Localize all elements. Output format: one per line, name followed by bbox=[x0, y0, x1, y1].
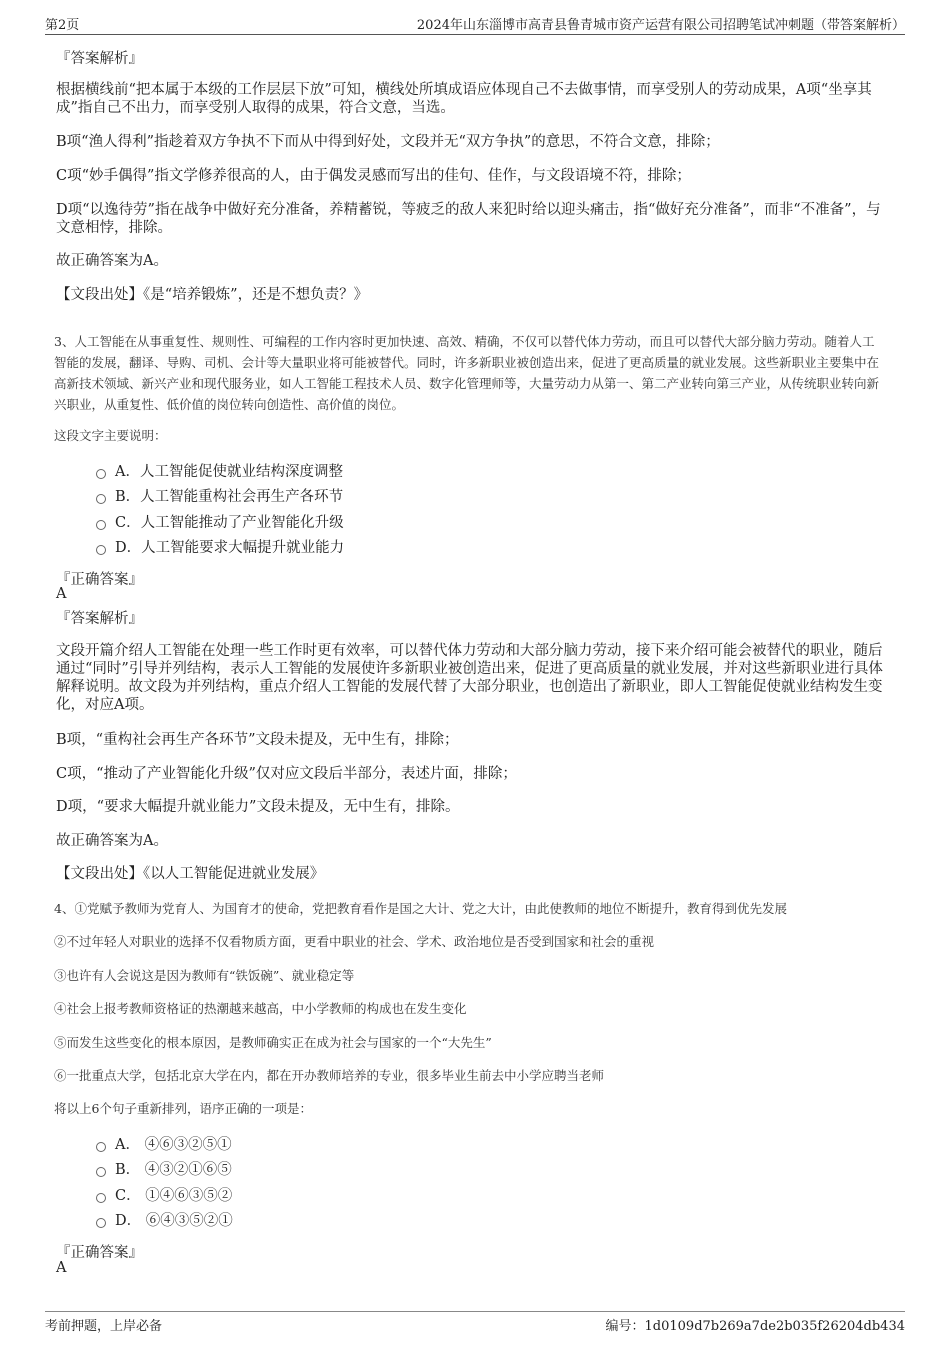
q3-analysis-p5: 故正确答案为A。 bbox=[56, 833, 168, 849]
q4-sentence-5: ⑤而发生这些变化的根本原因，是教师确实正在成为社会与国家的一个“大先生” bbox=[54, 1035, 492, 1050]
q4-option-b[interactable] bbox=[96, 1160, 232, 1180]
radio-icon[interactable] bbox=[96, 520, 106, 530]
option-label: A． ④⑥③②⑤① bbox=[115, 1137, 232, 1153]
q3-analysis-p4: D项，“要求大幅提升就业能力”文段未提及，无中生有，排除。 bbox=[56, 799, 460, 815]
q2-analysis-p5: 故正确答案为A。 bbox=[56, 253, 168, 269]
option-label: C． ①④⑥③⑤② bbox=[115, 1188, 233, 1204]
radio-icon[interactable] bbox=[96, 545, 106, 555]
q4-sentence-1: 4、①党赋予教师为党育人、为国育才的使命，党把教育看作是国之大计、党之大计，由此使教师的地位不断提升，教育得到优先发展 bbox=[54, 901, 787, 916]
option-label: A．人工智能促使就业结构深度调整 bbox=[115, 464, 343, 480]
q2-source: 【文段出处】《是“培养锻炼”，还是不想负责？》 bbox=[56, 287, 369, 303]
q3-analysis-p3: C项，“推动了产业智能化升级”仅对应文段后半部分，表述片面，排除； bbox=[56, 766, 517, 782]
option-label: D．人工智能要求大幅提升就业能力 bbox=[115, 540, 345, 556]
q3-analysis-p2: B项，“重构社会再生产各环节”文段未提及，无中生有，排除； bbox=[56, 732, 459, 748]
q3-analysis-p1: 文段开篇介绍人工智能在处理一些工作时更有效率，可以替代体力劳动和大部分脑力劳动，接下来介绍可能会被替代的职业，随后通过“同时”引导并列结构，表示人工智能的发展使许多新职业被创造出来，促进了更高质量的就业发展，并对这些新职业进行具体解释说明。故文段为并列结构，重点介绍人工智能的发展代替了大部分职业，也创造出了新职业，即人工智能促使就业结构发生变化，对应A项。 bbox=[56, 643, 883, 713]
radio-icon[interactable] bbox=[96, 1218, 106, 1228]
radio-icon[interactable] bbox=[96, 469, 106, 479]
q4-option-c[interactable] bbox=[96, 1186, 232, 1206]
option-label: B． ④③②①⑥⑤ bbox=[115, 1162, 232, 1178]
footer-serial: 编号：1d0109d7b269a7de2b035f26204db434 bbox=[605, 1319, 905, 1334]
option-label: B．人工智能重构社会再生产各环节 bbox=[115, 489, 344, 505]
q3-option-b[interactable] bbox=[96, 487, 343, 507]
q3-analysis-label: 『答案解析』 bbox=[56, 611, 143, 627]
footer-slogan: 考前押题，上岸必备 bbox=[45, 1319, 163, 1334]
q2-analysis-p2: B项“渔人得利”指趁着双方争执不下而从中得到好处，文段并无“双方争执”的意思，不符合文意，排除； bbox=[56, 134, 720, 150]
q3-stem: 3、人工智能在从事重复性、规则性、可编程的工作内容时更加快速、高效、精确，不仅可以替代体力劳动，而且可以替代大部分脑力劳动。随着人工智能的发展，翻译、导购、司机、会计等大量职业将可能被替代。同时，许多新职业被创造出来，促进了更高质量的就业发展。这些新职业主要集中在高新技术领域、新兴产业和现代服务业，如人工智能工程技术人员、数字化管理师等，大量劳动力从第一、第二产业转向第三产业，从传统职业转向新兴职业，从重复性、低价值的岗位转向创造性、高价值的岗位。 bbox=[54, 334, 880, 412]
q4-sentence-4: ④社会上报考教师资格证的热潮越来越高，中小学教师的构成也在发生变化 bbox=[54, 1001, 467, 1016]
q3-option-a[interactable] bbox=[96, 462, 343, 482]
q3-source: 【文段出处】《以人工智能促进就业发展》 bbox=[56, 866, 325, 882]
radio-icon[interactable] bbox=[96, 1167, 106, 1177]
document-title: 2024年山东淄博市高青县鲁青城市资产运营有限公司招聘笔试冲刺题（带答案解析） bbox=[416, 18, 905, 33]
q3-option-d[interactable] bbox=[96, 538, 344, 558]
page-header bbox=[45, 12, 905, 35]
q4-answer-label: 『正确答案』 bbox=[56, 1245, 143, 1261]
option-label: C．人工智能推动了产业智能化升级 bbox=[115, 515, 344, 531]
radio-icon[interactable] bbox=[96, 1193, 106, 1203]
q4-sentence-2: ②不过年轻人对职业的选择不仅看物质方面，更看中职业的社会、学术、政治地位是否受到国家和社会的重视 bbox=[54, 934, 655, 949]
option-label: D． ⑥④③⑤②① bbox=[115, 1213, 233, 1229]
q3-question: 这段文字主要说明： bbox=[54, 428, 167, 443]
q2-analysis-p4: D项“以逸待劳”指在战争中做好充分准备，养精蓄锐，等疲乏的敌人来犯时给以迎头痛击，指“做好充分准备”，而非“不准备”，与文意相悖，排除。 bbox=[56, 202, 881, 236]
q3-answer-label: 『正确答案』 bbox=[56, 572, 143, 588]
page-number: 第2页 bbox=[45, 18, 80, 33]
q4-option-d[interactable] bbox=[96, 1211, 233, 1231]
q4-sentence-3: ③也许有人会说这是因为教师有“铁饭碗”、就业稳定等 bbox=[54, 968, 355, 983]
q2-analysis-label: 『答案解析』 bbox=[56, 51, 143, 67]
q4-question: 将以上6个句子重新排列，语序正确的一项是： bbox=[54, 1101, 312, 1116]
q2-analysis-p1: 根据横线前“把本属于本级的工作层层下放”可知，横线处所填成语应体现自己不去做事情，而享受别人的劳动成果，A项“坐享其成”指自己不出力，而享受别人取得的成果，符合文意，当选。 bbox=[56, 82, 872, 116]
q3-option-c[interactable] bbox=[96, 513, 344, 533]
q2-analysis-p3: C项“妙手偶得”指文学修养很高的人，由于偶发灵感而写出的佳句、佳作，与文段语境不符，排除； bbox=[56, 168, 691, 184]
q3-answer: A bbox=[56, 586, 67, 602]
q4-sentence-6: ⑥一批重点大学，包括北京大学在内，都在开办教师培养的专业，很多毕业生前去中小学应聘当老师 bbox=[54, 1068, 605, 1083]
q4-option-a[interactable] bbox=[96, 1135, 232, 1155]
radio-icon[interactable] bbox=[96, 494, 106, 504]
radio-icon[interactable] bbox=[96, 1142, 106, 1152]
q4-answer: A bbox=[56, 1260, 67, 1276]
page-footer bbox=[45, 1311, 905, 1334]
